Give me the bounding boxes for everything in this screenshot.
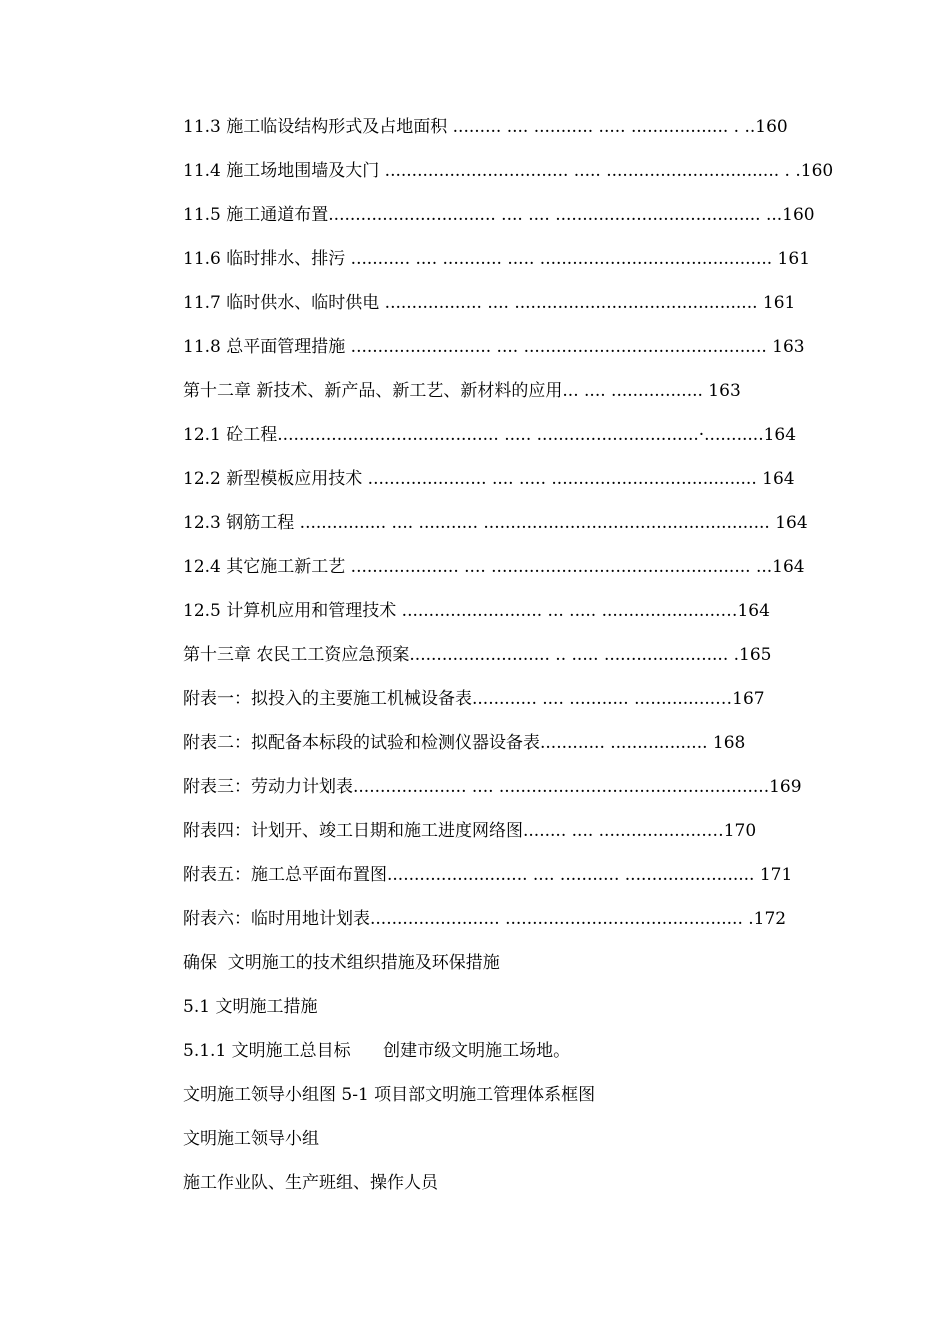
toc-entry[interactable]: 第十三章 农民工工资应急预案.......................... .. ..... ....................... .165 xyxy=(183,645,772,665)
figure-caption: 文明施工领导小组图 5-1 项目部文明施工管理体系框图 xyxy=(183,1085,596,1105)
toc-entry[interactable]: 附表一：拟投入的主要施工机械设备表............ .... ........... ...............…167 xyxy=(183,689,765,709)
subsection-heading: 5.1 文明施工措施 xyxy=(183,997,318,1017)
toc-entry[interactable]: 附表四：计划开、竣工日期和施工进度网络图........ .... ....................…170 xyxy=(183,821,757,841)
toc-entry[interactable]: 12.4 其它施工新工艺 .................... .... ................................................ ...164 xyxy=(183,557,805,577)
toc-entry[interactable]: 11.3 施工临设结构形式及占地面积 ......... .... ........... ..... .................. . ..160 xyxy=(183,117,788,137)
toc-entry[interactable]: 11.8 总平面管理措施 .......................... .... ............................................. 163 xyxy=(183,337,805,357)
toc-entry[interactable]: 附表六：临时用地计划表........................ ............................................ .172 xyxy=(183,909,787,929)
toc-entry[interactable]: 11.4 施工场地围墙及大门 .................................. ..... ................................ . .160 xyxy=(183,161,834,181)
toc-entry[interactable]: 12.2 新型模板应用技术 ...................... .... ..... ...................................... 164 xyxy=(183,469,795,489)
paragraph-line: 文明施工领导小组 xyxy=(183,1129,319,1149)
toc-entry[interactable]: 12.3 钢筋工程 ................ .... ........... ..................................................... 164 xyxy=(183,513,808,533)
section-heading: 确保 文明施工的技术组织措施及环保措施 xyxy=(183,953,500,973)
toc-entry[interactable]: 11.7 临时供水、临时供电 .................. .... ............................................. 161 xyxy=(183,293,796,313)
toc-entry[interactable]: 附表三：劳动力计划表..................... .... ..................................................169 xyxy=(183,777,802,797)
toc-entry[interactable]: 12.5 计算机应用和管理技术 .......................... ... ..... ......................…164 xyxy=(183,601,770,621)
toc-entry[interactable]: 附表五：施工总平面布置图.......................... .... ........... ........................ 171 xyxy=(183,865,793,885)
toc-entry[interactable]: 第十二章 新技术、新产品、新工艺、新材料的应用... .... ................. 163 xyxy=(183,381,741,401)
toc-entry[interactable]: 附表二：拟配备本标段的试验和检测仪器设备表............ .................. 168 xyxy=(183,733,746,753)
paragraph-line: 施工作业队、生产班组、操作人员 xyxy=(183,1173,438,1193)
toc-entry[interactable]: 11.5 施工通道布置............................... .... .... ...................................... ...160 xyxy=(183,205,815,225)
paragraph-line: 5.1.1 文明施工总目标 创建市级文明施工场地。 xyxy=(183,1041,571,1061)
toc-entry[interactable]: 12.1 砼工程......................................... ..... ..............................·...........164 xyxy=(183,425,797,445)
toc-entry[interactable]: 11.6 临时排水、排污 ........... .... ........... ..... ........................................... 161 xyxy=(183,249,811,269)
